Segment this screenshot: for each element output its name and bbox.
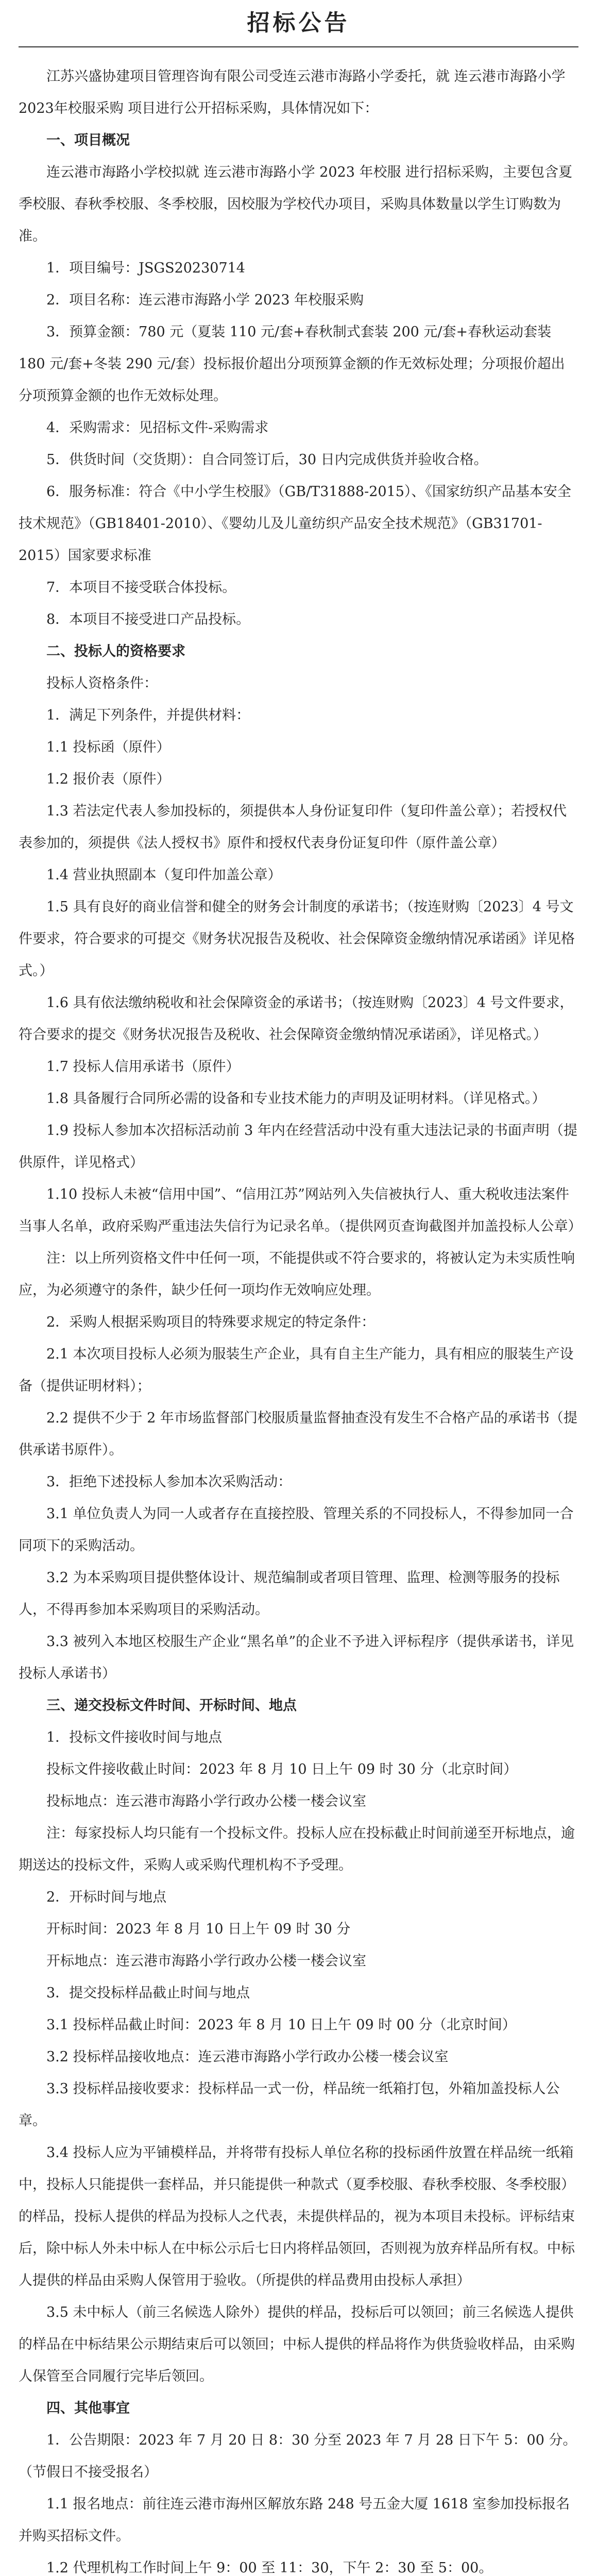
paragraph: 1.10 投标人未被“信用中国”、“信用江苏”网站列入失信被执行人、重大税收违法案件当事人名单，政府采购严重违法失信行为记录名单。（提供网页查询截图并加盖投标人公章） xyxy=(19,1187,582,1234)
paragraph: 4．采购需求：见招标文件-采购需求 xyxy=(46,420,269,436)
paragraph: 3.2 投标样品接收地点：连云港市海路小学行政办公楼一楼会议室 xyxy=(46,2049,449,2065)
paragraph: 1.5 具有良好的商业信誉和健全的财务会计制度的承诺书；（按连财购〔2023〕4 号文件要求，符合要求的可提交《财务状况报告及税收、社会保障资金缴纳情况承诺函》详见格式。） xyxy=(19,899,575,979)
paragraph: 2．项目名称：连云港市海路小学 2023 年校服采购 xyxy=(46,292,364,308)
paragraph: 3.1 投标样品截止时间：2023 年 8 月 10 日上午 09 时 00 分（北京时间） xyxy=(46,2017,516,2033)
intro-paragraph: 江苏兴盛协建项目管理咨询有限公司受连云港市海路小学委托，就 连云港市海路小学2023年校服采购 项目进行公开招标采购，具体情况如下： xyxy=(19,69,566,116)
paragraph: 1.3 若法定代表人参加投标的，须提供本人身份证复印件（复印件盖公章）；若授权代表参加的，须提供《法人授权书》原件和授权代表身份证复印件（原件盖公章） xyxy=(19,803,567,851)
paragraph: 1.1 报名地点：前往连云港市海州区解放东路 248 号五金大厦 1618 室参加投标报名并购买招标文件。 xyxy=(19,2496,570,2544)
paragraph: 1.4 营业执照副本（复印件加盖公章） xyxy=(46,867,282,883)
paragraph: 3．提交投标样品截止时间与地点 xyxy=(46,1985,250,2001)
paragraph: 连云港市海路小学校拟就 连云港市海路小学 2023 年校服 进行招标采购，主要包含夏季校服、春秋季校服、冬季校服，因校服为学校代办项目，采购具体数量以学生订购数为准。 xyxy=(19,164,573,244)
paragraph: 5．供货时间（交货期）：自合同签订后，30 日内完成供货并验收合格。 xyxy=(46,452,488,468)
paragraph: 1.1 投标函（原件） xyxy=(46,739,170,755)
page-title: 招标公告 xyxy=(247,10,350,36)
paragraph: 1.2 代理机构工作时间上午 9：00 至 11：30，下午 2：30 至 5：00。 xyxy=(46,2560,493,2576)
paragraph: 7．本项目不接受联合体投标。 xyxy=(46,580,236,596)
paragraph: 1.6 具有依法缴纳税收和社会保障资金的承诺书；（按连财购〔2023〕4 号文件要求，符合要求的提交《财务状况报告及税收、社会保障资金缴纳情况承诺函》，详见格式。） xyxy=(19,995,574,1043)
section-heading: 二、投标人的资格要求 xyxy=(46,643,185,659)
paragraph: 1.2 报价表（原件） xyxy=(46,771,170,787)
paragraph: 注：以上所列资格文件中任何一项，不能提供或不符合要求的，将被认定为未实质性响应，为必须遵守的条件，缺少任何一项均作无效响应处理。 xyxy=(19,1250,575,1298)
document-sections xyxy=(19,125,582,2576)
paragraph: 8．本项目不接受进口产品投标。 xyxy=(46,612,250,628)
paragraph: 2．采购人根据采购项目的特殊要求规定的特定条件： xyxy=(46,1314,376,1330)
paragraph: 1．满足下列条件，并提供材料： xyxy=(46,707,250,723)
paragraph: 3.4 投标人应为平铺模样品，并将带有投标人单位名称的投标函件放置在样品统一纸箱中，投标人只能提供一套样品，并只能提供一种款式（夏季校服、春秋季校服、冬季校服）的样品，投标人提供的样品为投标人之代表，未提供样品的，视为本项目未投标。评标结束后，除中标人外未中标人在中标公示后七日内将样品领回，否则视为放弃样品所有权。中标人提供的样品由采购人保管用于验收。（所提供的样品费用由投标人承担） xyxy=(19,2145,575,2289)
paragraph: 注：每家投标人均只能有一个投标文件。投标人应在投标截止时间前递至开标地点，逾期送达的投标文件，采购人或采购代理机构不予受理。 xyxy=(19,1825,575,1873)
paragraph: 1．项目编号：JSGS20230714 xyxy=(46,260,245,276)
section-heading: 一、项目概况 xyxy=(46,132,130,148)
paragraph: 1．投标文件接收时间与地点 xyxy=(46,1730,223,1745)
paragraph: 6．服务标准：符合《中小学生校服》（GB/T31888-2015）、《国家纺织产品基本安全技术规范》（GB18401-2010）、《婴幼儿及儿童纺织产品安全技术规范》（GB31701-2015）国家要求标准 xyxy=(19,484,571,564)
paragraph: 3.2 为本采购项目提供整体设计、规范编制或者项目管理、监理、检测等服务的投标人，不得再参加本采购项目的采购活动。 xyxy=(19,1570,560,1618)
paragraph: 1.9 投标人参加本次招标活动前 3 年内在经营活动中没有重大违法记录的书面声明（提供原件，详见格式） xyxy=(19,1123,577,1171)
paragraph: 1.7 投标人信用承诺书（原件） xyxy=(46,1059,240,1075)
title-divider xyxy=(19,46,578,47)
paragraph: 3．预算金额：780 元（夏装 110 元/套+春秋制式套装 200 元/套+春秋运动套装 180 元/套+冬装 290 元/套）投标报价超出分项预算金额的作无效标处理；分项报价超出分项预算金额的也作无效标处理。 xyxy=(19,324,565,404)
document-body xyxy=(19,61,582,2576)
paragraph: 2.1 本次项目投标人必须为服装生产企业，具有自主生产能力，具有相应的服装生产设备（提供证明材料）； xyxy=(19,1346,574,1394)
paragraph: 3.5 未中标人（前三名候选人除外）提供的样品，投标后可以领回；前三名候选人提供的样品在中标结果公示期结束后可以领回；中标人提供的样品将作为供货验收样品，由采购人保管至合同履行完毕后领回。 xyxy=(19,2304,575,2384)
paragraph: 开标地点：连云港市海路小学行政办公楼一楼会议室 xyxy=(46,1953,366,1969)
paragraph: 3.1 单位负责人为同一人或者存在直接控股、管理关系的不同投标人，不得参加同一合同项下的采购活动。 xyxy=(19,1506,574,1554)
paragraph: 1.8 具备履行合同所必需的设备和专业技术能力的声明及证明材料。（详见格式。） xyxy=(46,1091,546,1107)
paragraph: 投标地点：连云港市海路小学行政办公楼一楼会议室 xyxy=(46,1793,366,1809)
section-heading: 四、其他事宜 xyxy=(46,2400,130,2416)
paragraph: 3.3 投标样品接收要求：投标样品一式一份，样品统一纸箱打包，外箱加盖投标人公章。 xyxy=(19,2081,560,2129)
paragraph: 3.3 被列入本地区校服生产企业“黑名单”的企业不予进入评标程序（提供承诺书，详见投标人承诺书） xyxy=(19,1634,574,1682)
paragraph: 2．开标时间与地点 xyxy=(46,1889,167,1905)
paragraph: 3．拒绝下述投标人参加本次采购活动： xyxy=(46,1474,292,1490)
paragraph: 1．公告期限：2023 年 7 月 20 日 8：30 分至 2023 年 7 月 28 日下午 5：00 分。（节假日不接受报名） xyxy=(19,2432,577,2480)
paragraph: 投标文件接收截止时间：2023 年 8 月 10 日上午 09 时 30 分（北京时间） xyxy=(46,1761,518,1777)
section-heading: 三、递交投标文件时间、开标时间、地点 xyxy=(46,1698,297,1714)
paragraph: 2.2 提供不少于 2 年市场监督部门校服质量监督抽查没有发生不合格产品的承诺书（提供承诺书原件）。 xyxy=(19,1410,577,1458)
paragraph: 开标时间：2023 年 8 月 10 日上午 09 时 30 分 xyxy=(46,1921,351,1937)
paragraph: 投标人资格条件： xyxy=(46,675,158,691)
